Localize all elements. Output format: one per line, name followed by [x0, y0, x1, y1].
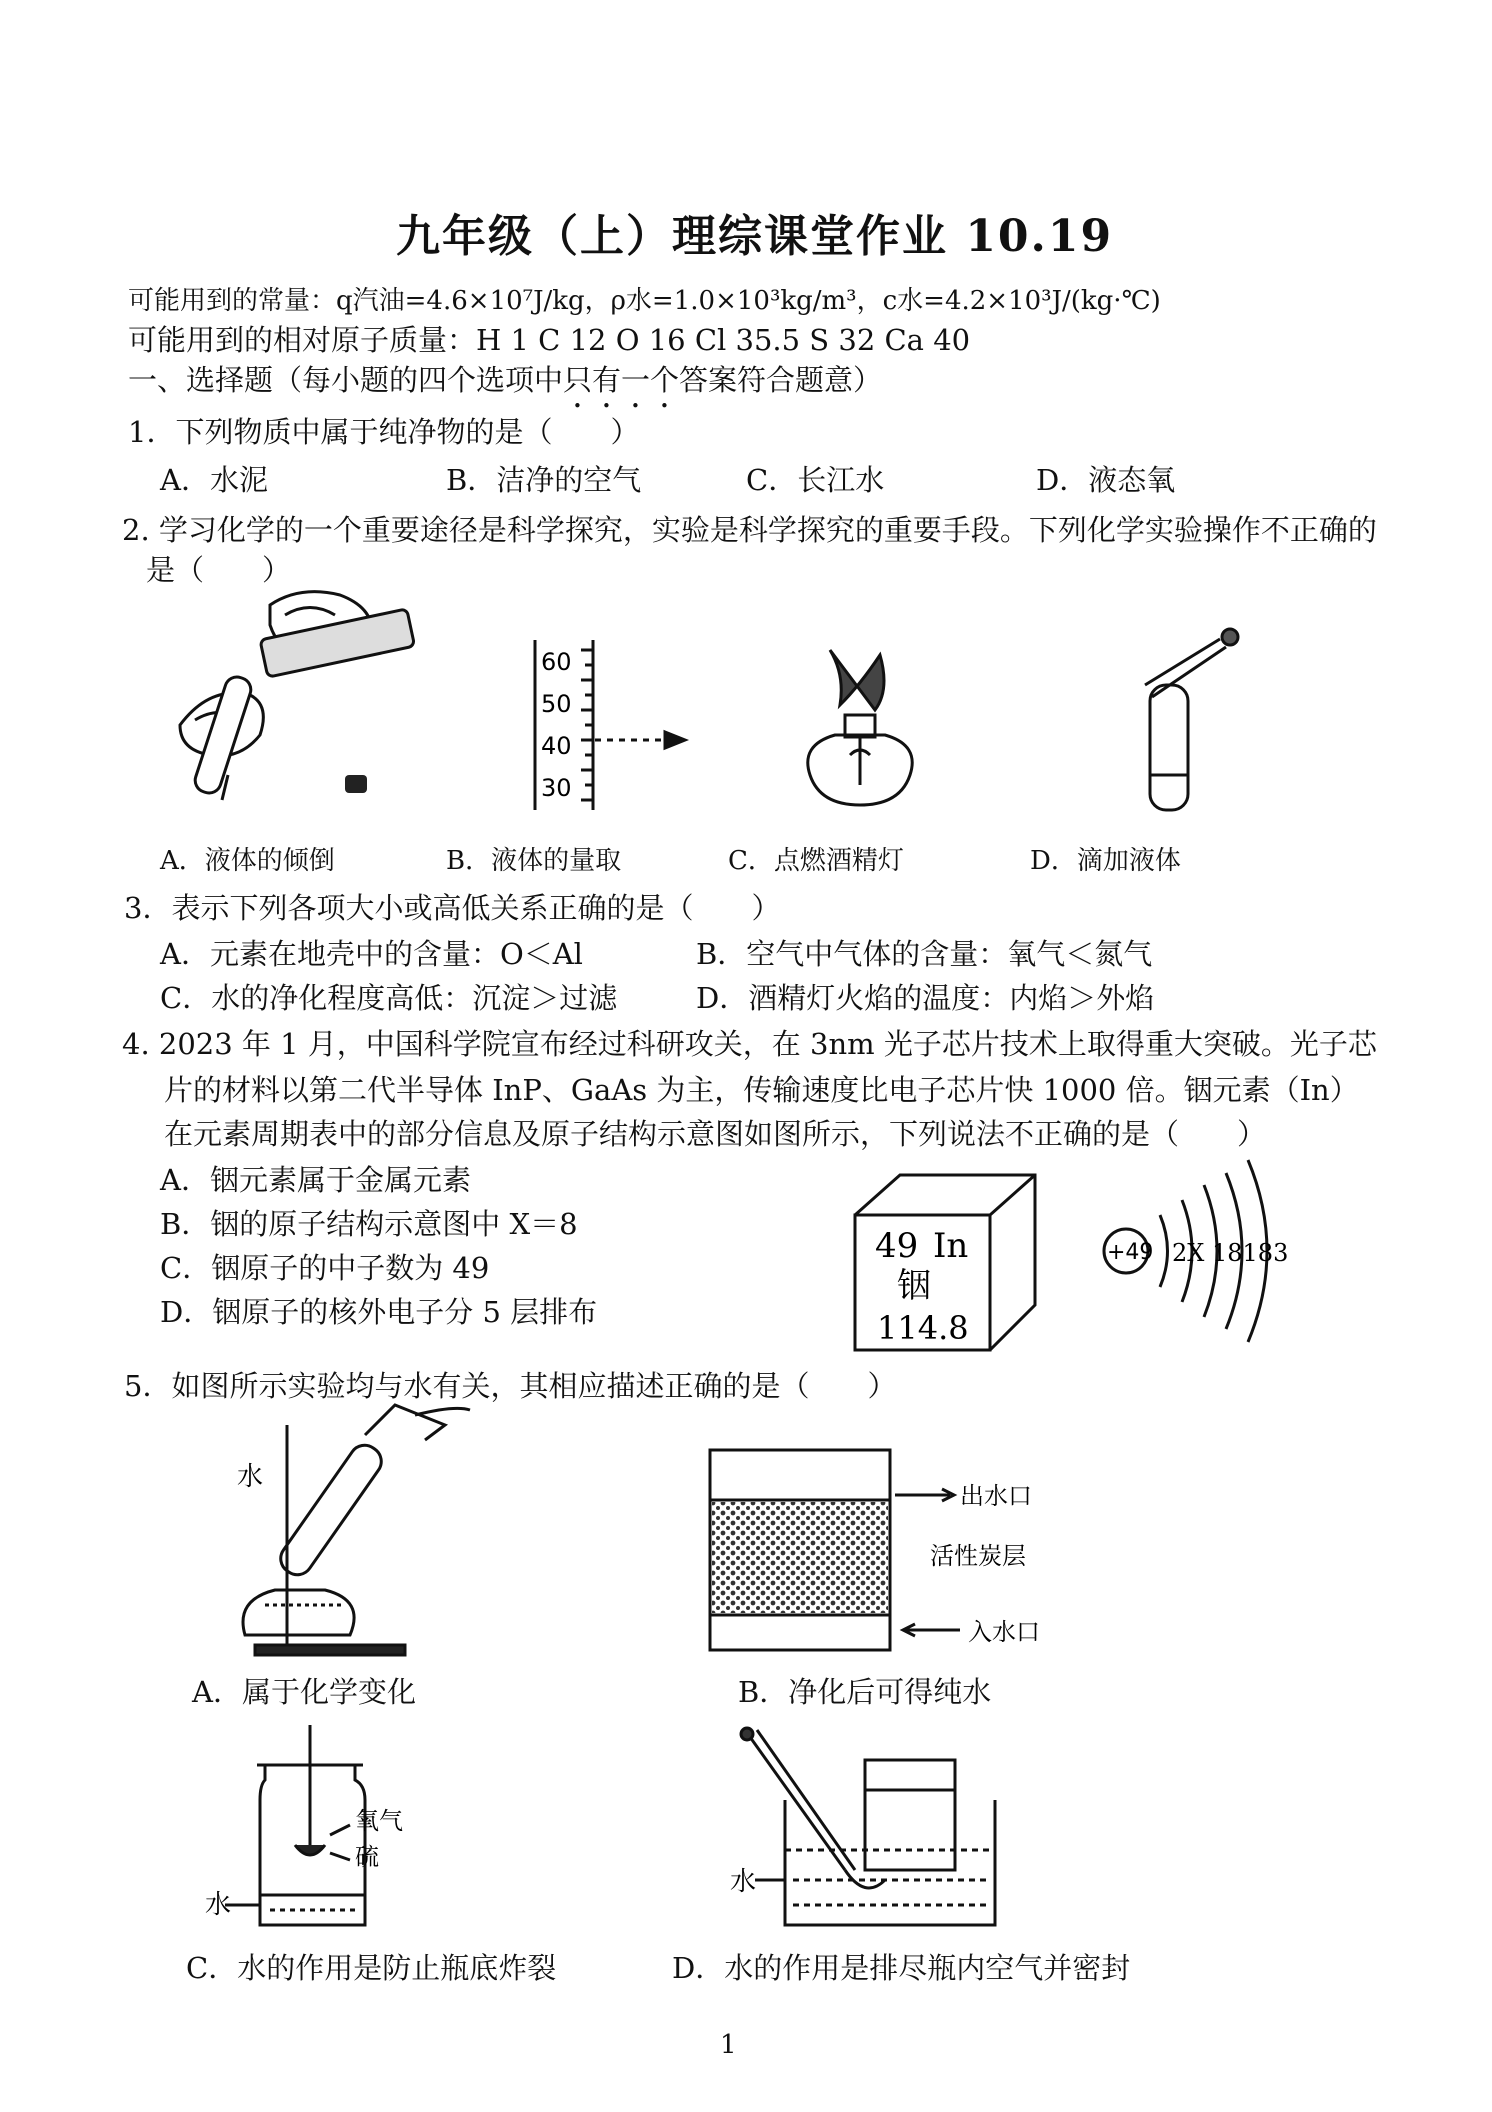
q3-option-d: D．酒精灯火焰的温度：内焰＞外焰 [696, 981, 1155, 1015]
q3-option-b: B．空气中气体的含量：氧气＜氮气 [696, 937, 1153, 971]
q1-option-d: D．液态氧 [1036, 463, 1176, 497]
section-prefix: 一、选择题（每小题的四个选项中 [128, 363, 564, 397]
atom-nucleus: +49 [1107, 1240, 1154, 1265]
q4-option-c: C．铟原子的中子数为 49 [160, 1251, 490, 1285]
cylinder-tick-30: 30 [541, 774, 572, 802]
constants-line: 可能用到的常量：q汽油=4.6×10⁷J/kg，ρ水=1.0×10³kg/m³，c水=4.2×10³J/(kg·℃) [128, 286, 1161, 316]
q2-option-c: C．点燃酒精灯 [728, 846, 904, 876]
q3-option-a: A．元素在地壳中的含量：O＜Al [160, 937, 583, 971]
q5-option-c: C．水的作用是防止瓶底炸裂 [186, 1951, 557, 1985]
element-card [855, 1175, 1045, 1355]
q2-option-d: D．滴加液体 [1030, 846, 1181, 876]
q1-stem: 1．下列物质中属于纯净物的是（ ） [128, 415, 640, 449]
label-oxygen: 氧气 [355, 1807, 403, 1835]
q5-option-a: A．属于化学变化 [192, 1675, 416, 1709]
q4-stem-line1: 4. 2023 年 1 月，中国科学院宣布经过科研攻关，在 3nm 光子芯片技术上取得重大突破。光子芯 [122, 1027, 1377, 1061]
cylinder-tick-40: 40 [541, 732, 572, 760]
q4-stem-line2: 片的材料以第二代半导体 InP、GaAs 为主，传输速度比电子芯片快 1000 倍。铟元素（In） [164, 1073, 1359, 1107]
cylinder-tick-60: 60 [541, 648, 572, 676]
label-water-c: 水 [205, 1890, 232, 1920]
atom-shells: 2X 18183 [1172, 1239, 1289, 1267]
element-symbol: In [933, 1226, 969, 1266]
q1-option-a: A．水泥 [160, 463, 268, 497]
label-water-d: 水 [730, 1867, 757, 1897]
q5-option-b: B．净化后可得纯水 [738, 1675, 992, 1709]
section-emphasis: 只有一个 [563, 363, 680, 397]
q3-stem: 3．表示下列各项大小或高低关系正确的是（ ） [124, 891, 781, 925]
label-carbon: 活性炭层 [930, 1542, 1026, 1570]
label-inlet: 入水口 [968, 1618, 1040, 1646]
q2-stem-line1: 2. 学习化学的一个重要途径是科学探究，实验是科学探究的重要手段。下列化学实验操作不正确的 [122, 513, 1377, 547]
q4-option-d: D．铟原子的核外电子分 5 层排布 [160, 1295, 598, 1329]
section-heading [128, 358, 882, 415]
q5-option-d: D．水的作用是排尽瓶内空气并密封 [672, 1951, 1131, 1985]
atomic-structure-diagram [1100, 1155, 1300, 1345]
page-number: 1 [720, 2030, 737, 2060]
q3-option-c: C．水的净化程度高低：沉淀＞过滤 [160, 981, 618, 1015]
figure-water-purifier [710, 1440, 1070, 1660]
q2-option-b: B．液体的量取 [446, 846, 622, 876]
q4-stem-line3: 在元素周期表中的部分信息及原子结构示意图如图所示，下列说法不正确的是（ ） [164, 1117, 1267, 1151]
figure-water-sealing [730, 1730, 1005, 1930]
q1-option-b: B．洁净的空气 [446, 463, 642, 497]
q2-option-a: A．液体的倾倒 [160, 846, 335, 876]
element-mass: 114.8 [877, 1309, 969, 1347]
q1-option-c: C．长江水 [746, 463, 885, 497]
page-title: 九年级（上）理综课堂作业 10.19 [396, 211, 1114, 262]
figure-liquid-measuring [525, 640, 705, 820]
cylinder-tick-50: 50 [541, 690, 572, 718]
figure-dropping-liquid [1130, 625, 1250, 815]
section-suffix: 答案符合题意） [679, 363, 883, 397]
q5-stem: 5．如图所示实验均与水有关，其相应描述正确的是（ ） [124, 1369, 897, 1403]
figure-sulfur-in-oxygen [205, 1725, 415, 1930]
label-outlet: 出水口 [960, 1482, 1032, 1510]
q4-option-b: B．铟的原子结构示意图中 X＝8 [160, 1207, 578, 1241]
element-number: 49 [875, 1226, 919, 1266]
figure-alcohol-lamp [790, 645, 930, 820]
figure-liquid-pouring [150, 585, 400, 815]
label-water-a: 水 [237, 1462, 264, 1492]
figure-heating-water [215, 1405, 475, 1660]
element-name: 铟 [897, 1266, 931, 1306]
label-sulfur: 硫 [355, 1843, 379, 1871]
q2-stem-line2: 是（ ） [146, 553, 292, 587]
atomic-mass-line: 可能用到的相对原子质量：H 1 C 12 O 16 Cl 35.5 S 32 Ca 40 [128, 323, 971, 357]
q4-option-a: A．铟元素属于金属元素 [160, 1163, 471, 1197]
